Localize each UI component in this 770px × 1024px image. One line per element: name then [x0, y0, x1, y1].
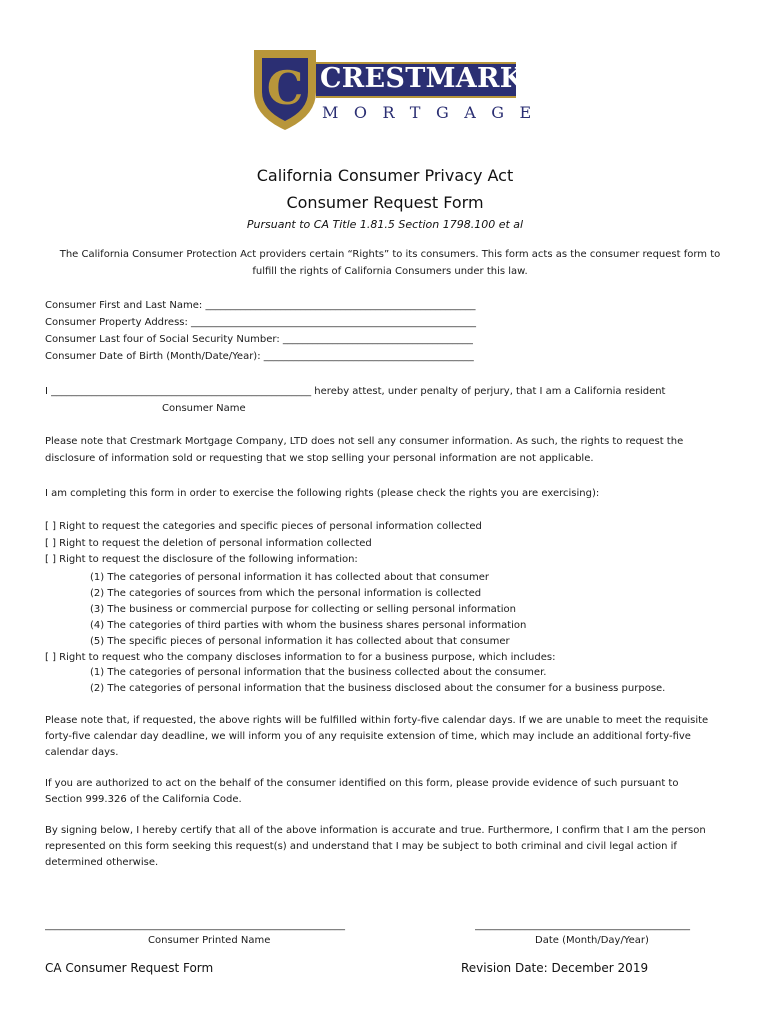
date-signature-line[interactable]: ___________________________________________: [475, 920, 690, 931]
business-item-2: (2) The categories of personal information that the business disclosed about the consumer for a business purpose.: [90, 683, 666, 694]
date-label: Date (Month/Day/Year): [535, 935, 649, 946]
footer-form-name: CA Consumer Request Form: [45, 961, 214, 975]
field-ssn-last-four[interactable]: Consumer Last four of Social Security Number: ______________________________________: [45, 334, 473, 345]
attest-line[interactable]: I ____________________________________________________ hereby attest, under penalty of perjury, that I am a California resident: [45, 386, 666, 397]
disclosure-item-3: (3) The business or commercial purpose for collecting or selling personal information: [90, 604, 516, 615]
note-line-2: disclosure of information sold or requesting that we stop selling your personal information are not applicable.: [45, 453, 594, 464]
logo-company-name: CRESTMARK: [320, 63, 524, 94]
fulfill-line-2: forty-five calendar day deadline, we will inform you of any requisite extension of time, which may include an additional forty-five: [45, 731, 691, 742]
right-checkbox-business-purpose[interactable]: [ ] Right to request who the company discloses information to for a business purpose, which includes:: [45, 652, 556, 663]
intro-line-1: The California Consumer Protection Act providers certain “Rights” to its consumers. This form acts as the consumer request form to: [59, 249, 721, 260]
disclosure-item-2: (2) The categories of sources from which the personal information is collected: [90, 588, 482, 599]
footer-revision-date: Revision Date: December 2019: [461, 961, 649, 975]
note-line-1: Please note that Crestmark Mortgage Company, LTD does not sell any consumer information. As such, the rights to request the: [45, 436, 684, 447]
attest-consumer-name-label: Consumer Name: [162, 403, 246, 414]
disclosure-item-1: (1) The categories of personal information it has collected about that consumer: [90, 572, 489, 583]
disclosure-item-4: (4) The categories of third parties with whom the business shares personal information: [90, 620, 527, 631]
logo-company-subtitle: MORTGAGE: [322, 103, 547, 122]
auth-line-1: If you are authorized to act on the behalf of the consumer identified on this form, please provide evidence of such pursuant to: [45, 778, 679, 789]
business-item-1: (1) The categories of personal information that the business collected about the consumer.: [90, 667, 547, 678]
certify-line-3: determined otherwise.: [45, 857, 159, 868]
intro-line-2: fulfill the rights of California Consumers under this law.: [252, 266, 528, 277]
form-subtitle: Pursuant to CA Title 1.81.5 Section 1798.100 et al: [246, 218, 524, 231]
fulfill-line-3: calendar days.: [45, 747, 119, 758]
certify-line-2: represented on this form seeking this request(s) and understand that I may be subject to both criminal and civil legal action if: [45, 841, 677, 852]
right-checkbox-deletion[interactable]: [ ] Right to request the deletion of personal information collected: [45, 538, 372, 549]
field-consumer-name[interactable]: Consumer First and Last Name: ______________________________________________________: [45, 300, 476, 311]
disclosure-item-5: (5) The specific pieces of personal information it has collected about that consumer: [90, 636, 510, 647]
certify-line-1: By signing below, I hereby certify that all of the above information is accurate and true. Furthermore, I confirm that I am the person: [45, 825, 706, 836]
form-title-line-2: Consumer Request Form: [286, 193, 484, 212]
fulfill-line-1: Please note that, if requested, the above rights will be fulfilled within forty-five calendar days. If we are unable to meet the requisite: [45, 715, 709, 726]
right-checkbox-categories[interactable]: [ ] Right to request the categories and specific pieces of personal information collected: [45, 521, 482, 532]
printed-name-signature-line[interactable]: ____________________________________________________________: [45, 920, 345, 931]
right-checkbox-disclosure[interactable]: [ ] Right to request the disclosure of the following information:: [45, 554, 358, 565]
field-date-of-birth[interactable]: Consumer Date of Birth (Month/Date/Year): __________________________________________: [45, 351, 474, 362]
form-title-line-1: California Consumer Privacy Act: [256, 166, 514, 185]
exercise-intro: I am completing this form in order to exercise the following rights (please check the rights you are exercising):: [45, 488, 600, 499]
auth-line-2: Section 999.326 of the California Code.: [45, 794, 242, 805]
printed-name-label: Consumer Printed Name: [148, 935, 271, 946]
crestmark-logo: [250, 48, 547, 132]
field-property-address[interactable]: Consumer Property Address: _________________________________________________________: [45, 317, 477, 328]
svg-text:C: C: [266, 61, 304, 115]
